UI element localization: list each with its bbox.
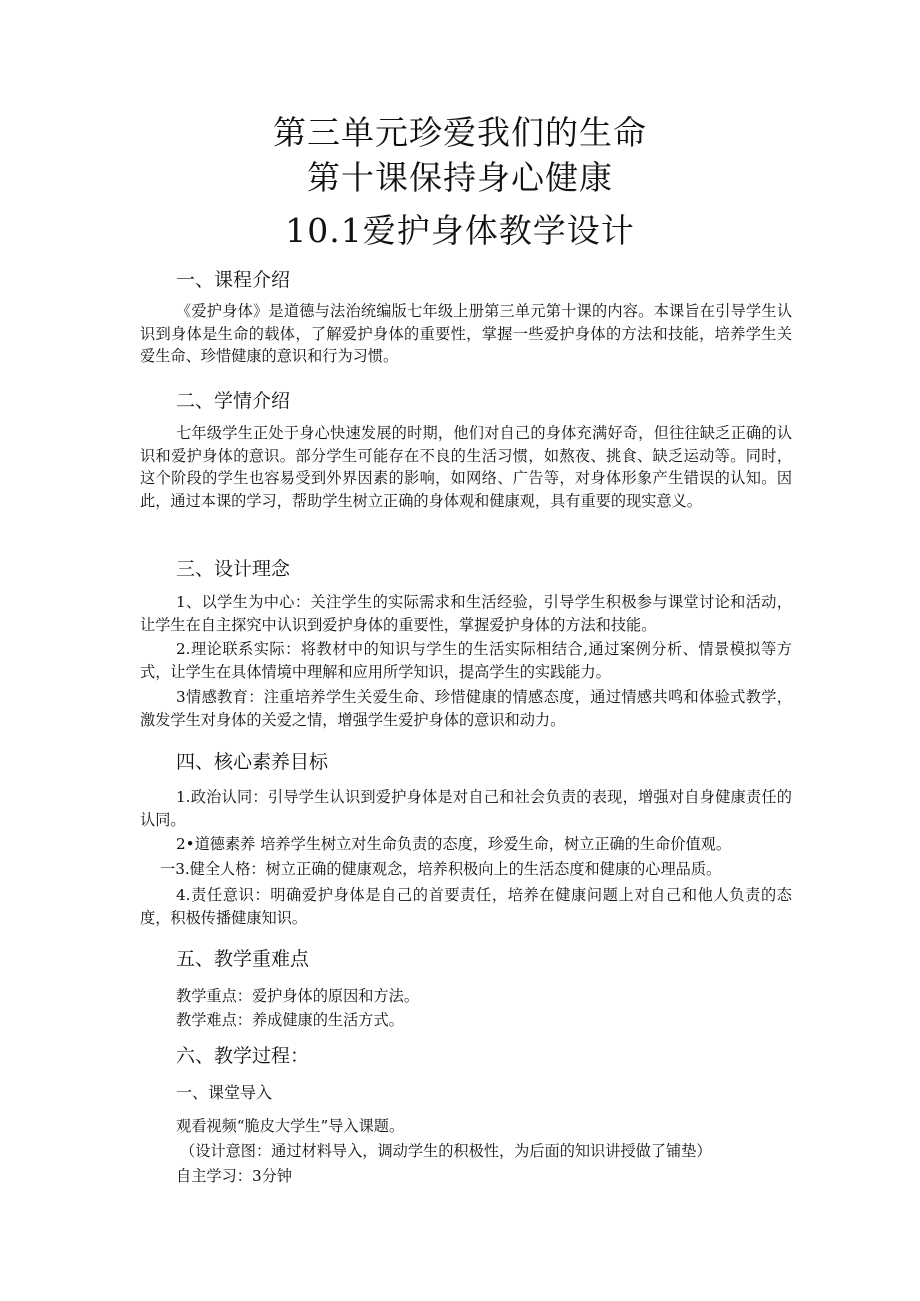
design-concept-item-1: 1、以学生为中心：关注学生的实际需求和生活经验，引导学生积极参与课堂讨论和活动，让学生在自主探究中认识到爱护身体的重要性，掌握爱护身体的方法和技能。 [140,593,792,634]
core-literacy-item-2: 2•道德素养 培养学生树立对生命负责的态度，珍爱生命，树立正确的生命价值观。 [176,835,732,853]
section-heading-learner-analysis: 二、学情介绍 [176,390,291,412]
process-line-video: 观看视频“脆皮大学生”导入课题。 [176,1117,405,1135]
lesson-title: 第十课保持身心健康 [307,158,613,197]
document-title: 10.1爱护身体教学设计 [285,211,635,250]
design-concept-item-2: 2.理论联系实际：将教材中的知识与学生的生活实际相结合,通过案例分析、情景模拟等方式，让学生在具体情境中理解和应用所学知识，提高学生的实践能力。 [140,640,792,681]
core-literacy-item-4: 4.责任意识：明确爱护身体是自己的首要责任，培养在健康问题上对自己和他人负责的态度，积极传播健康知识。 [140,886,792,927]
course-intro-paragraph: 《爱护身体》是道德与法治统编版七年级上册第三单元第十课的内容。本课旨在引导学生认识到身体是生命的载体，了解爱护身体的重要性，掌握一些爱护身体的方法和技能，培养学生关爱生命、珍惜健康的意识和行为习惯。 [140,302,792,365]
process-line-design-intent: （设计意图：通过材料导入，调动学生的积极性，为后面的知识讲授做了铺垫） [180,1142,712,1160]
core-literacy-item-1: 1.政治认同：引导学生认识到爱护身体是对自己和社会负责的表现，增强对自身健康责任的认同。 [140,788,792,829]
design-concept-item-3: 3情感教育：注重培养学生关爱生命、珍惜健康的情感态度，通过情感共鸣和体验式教学，激发学生对身体的关爱之情，增强学生爱护身体的意识和动力。 [140,688,792,729]
section-heading-core-literacy: 四、核心素养目标 [176,751,329,773]
difficult-point-line: 教学难点：养成健康的生活方式。 [176,1011,404,1029]
process-line-self-study: 自主学习：3分钟 [176,1167,292,1185]
section-heading-design-concept: 三、设计理念 [176,558,291,580]
core-literacy-item-3: 一3.健全人格：树立正确的健康观念，培养积极向上的生活态度和健康的心理品质。 [160,860,722,878]
section-heading-key-points: 五、教学重难点 [176,948,310,970]
section-heading-teaching-process: 六、教学过程： [176,1045,310,1067]
learner-analysis-paragraph: 七年级学生正处于身心快速发展的时期，他们对自己的身体充满好奇，但往往缺乏正确的认识和爱护身体的意识。部分学生可能存在不良的生活习惯，如熬夜、挑食、缺乏运动等。同时，这个阶段的学生也容易受到外界因素的影响，如网络、广告等，对身体形象产生错误的认知。因此，通过本课的学习，帮助学生树立正确的身体观和健康观，具有重要的现实意义。 [140,424,792,510]
key-point-line: 教学重点：爱护身体的原因和方法。 [176,987,419,1005]
unit-title: 第三单元珍爱我们的生命 [273,113,647,152]
subsection-heading-lesson-intro: 一、课堂导入 [176,1083,273,1102]
section-heading-course-intro: 一、课程介绍 [176,269,291,291]
